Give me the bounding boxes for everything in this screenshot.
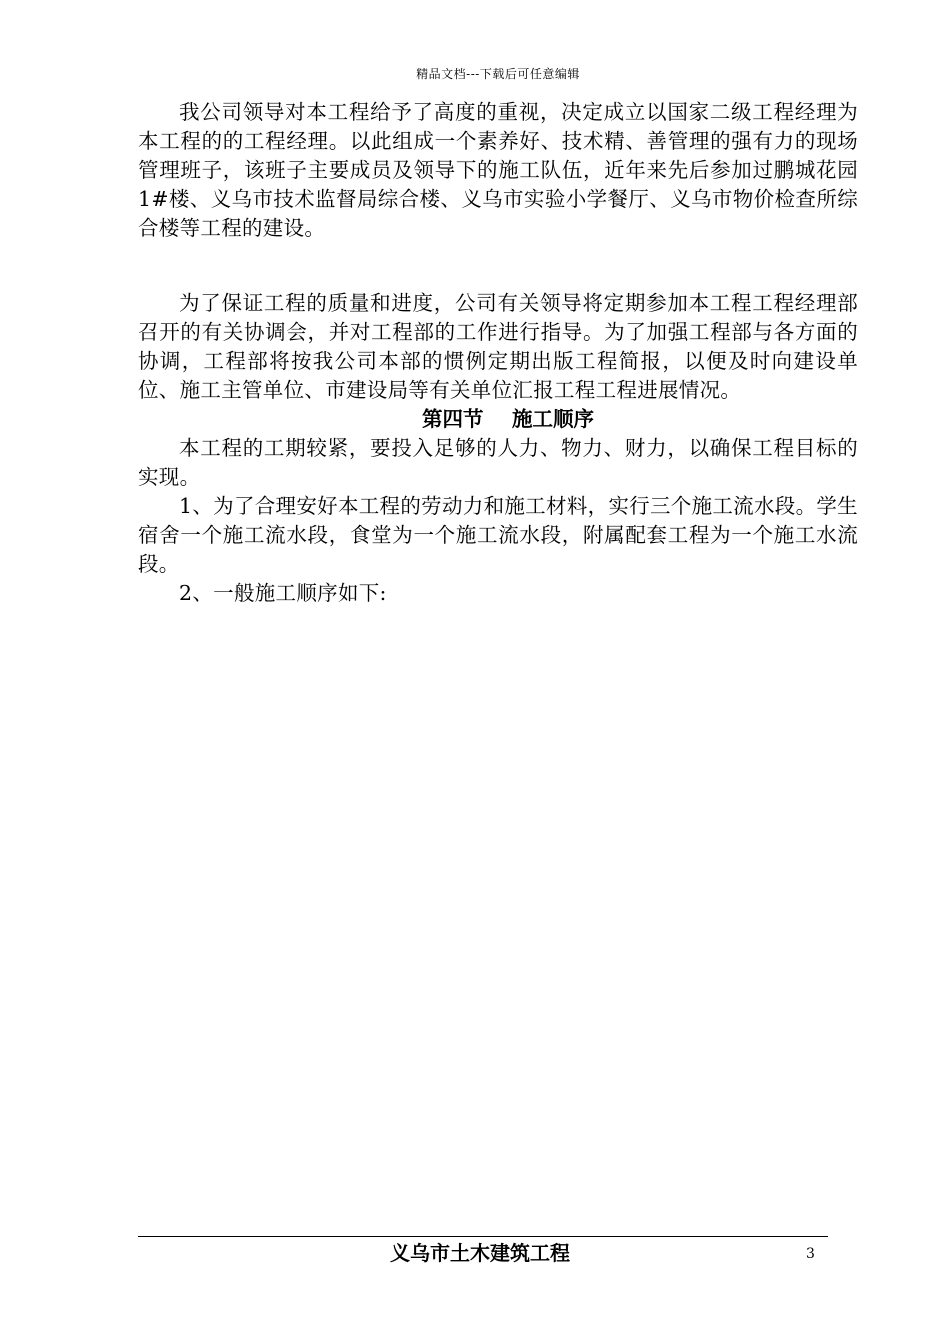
paragraph-construction-order: 2、一般施工顺序如下: (179, 581, 387, 605)
paragraph-flow-sections: 1、为了合理安好本工程的劳动力和施工材料，实行三个施工流水段。学生宿舍一个施工流水段，食堂为一个施工流水段，附属配套工程为一个施工水流段。 (138, 494, 858, 576)
paragraph-gap (138, 243, 858, 289)
footer-divider (138, 1236, 828, 1237)
paragraph-schedule: 本工程的工期较紧，要投入足够的人力、物力、财力，以确保工程目标的实现。 (138, 436, 858, 489)
page-number: 3 (806, 1246, 815, 1262)
section-heading: 第四节 施工顺序 (421, 407, 595, 431)
page-header-note: 精品文档---下载后可任意编辑 (416, 67, 580, 81)
paragraph-management: 我公司领导对本工程给予了高度的重视，决定成立以国家二级工程经理为本工程的的工程经理。以此组成一个素养好、技术精、善管理的强有力的现场管理班子，该班子主要成员及领导下的施工队伍，近年来先后参加过鹏城花园1#楼、义乌市技术监督局综合楼、义乌市实验小学餐厅、义乌市物价检查所综合楼等工程的建设。 (138, 100, 858, 240)
document-body (138, 98, 858, 608)
paragraph-coordination: 为了保证工程的质量和进度，公司有关领导将定期参加本工程工程经理部召开的有关协调会，并对工程部的工作进行指导。为了加强工程部与各方面的协调，工程部将按我公司本部的惯例定期出版工程简报，以便及时向建设单位、施工主管单位、市建设局等有关单位汇报工程工程进展情况。 (138, 291, 858, 402)
footer-company-name: 义乌市土木建筑工程 (390, 1241, 570, 1265)
